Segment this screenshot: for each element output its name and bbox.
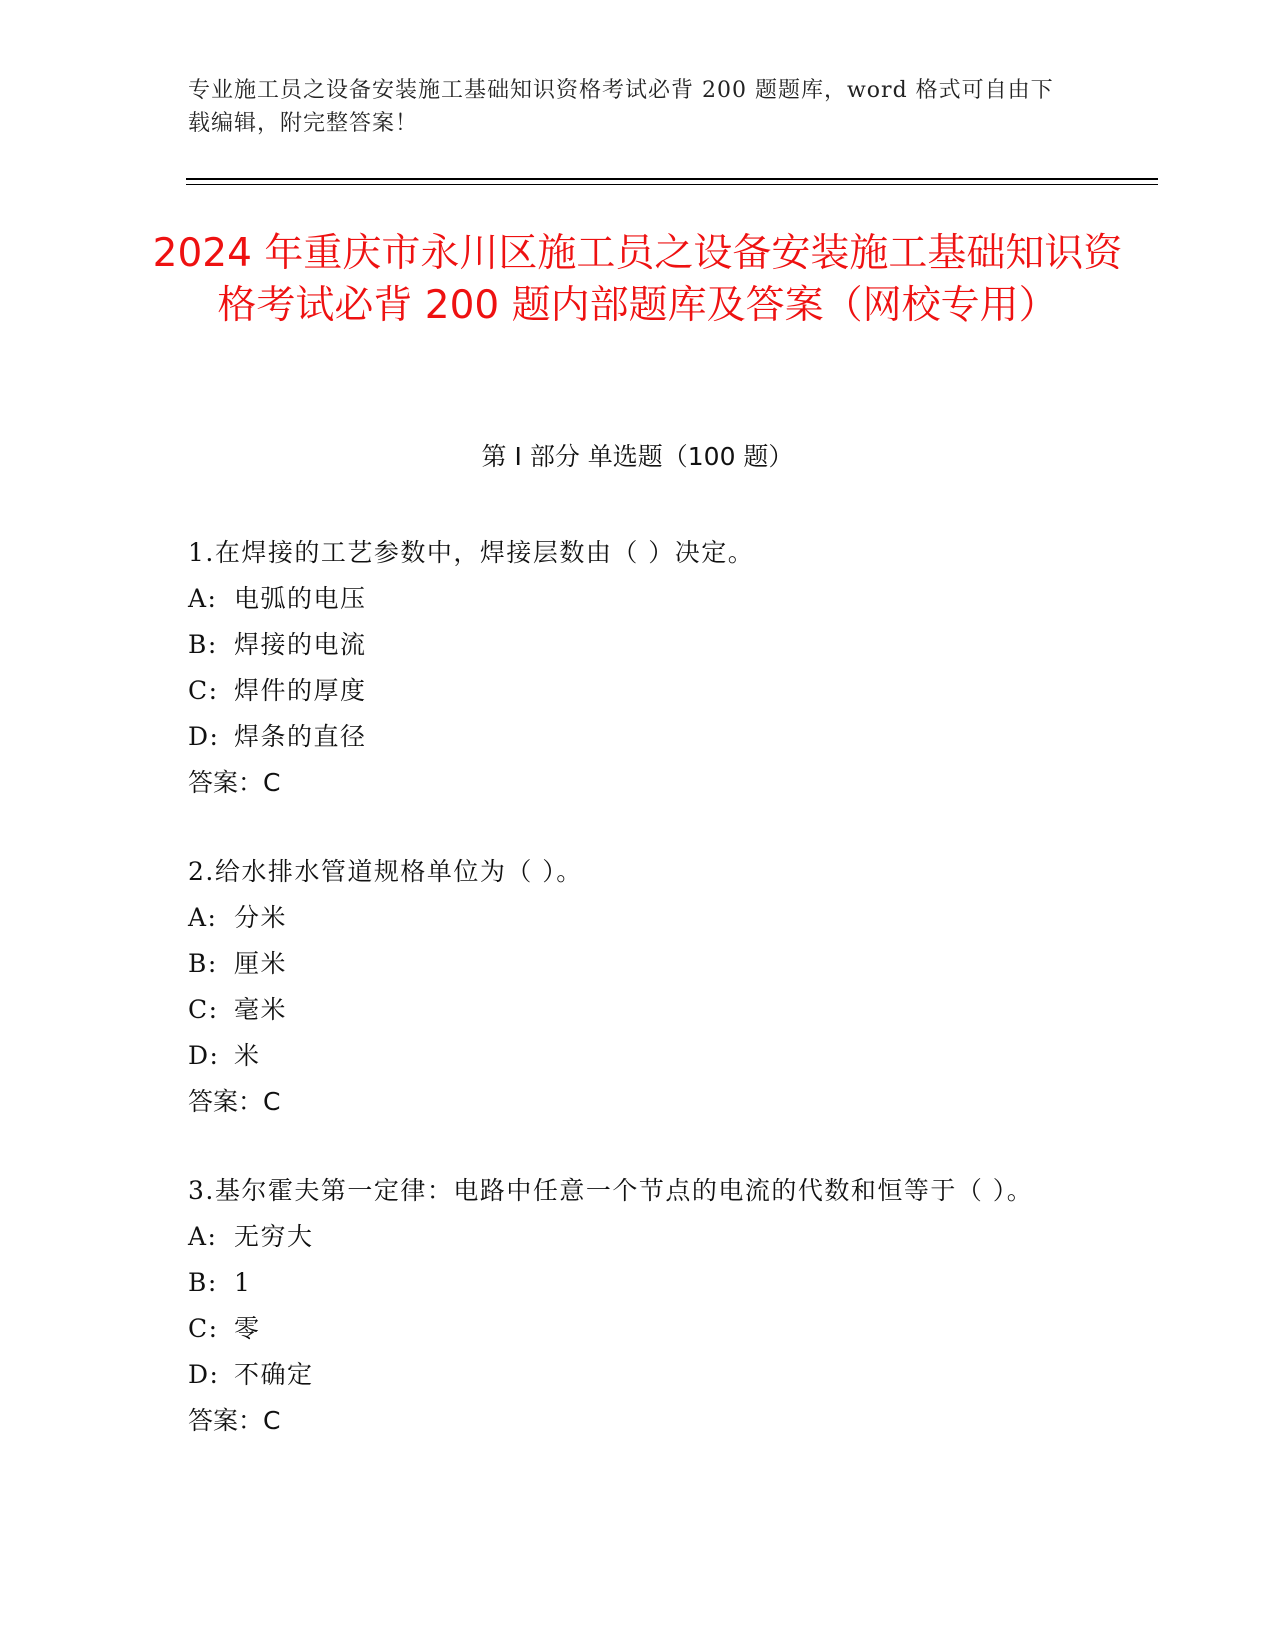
question-item bbox=[188, 849, 1088, 1125]
option-text: 分米 bbox=[234, 903, 288, 932]
option-key: B: bbox=[188, 1268, 218, 1297]
header-rule-thick bbox=[186, 178, 1158, 180]
option-b bbox=[188, 941, 1088, 987]
option-key: D: bbox=[188, 722, 220, 751]
question-stem: 1.在焊接的工艺参数中，焊接层数由（ ）决定。 bbox=[188, 538, 755, 567]
option-key: B: bbox=[188, 630, 218, 659]
question-stem: 2.给水排水管道规格单位为（ ）。 bbox=[188, 857, 583, 886]
option-key: D: bbox=[188, 1041, 220, 1070]
option-text: 1 bbox=[234, 1268, 252, 1297]
option-c bbox=[188, 987, 1088, 1033]
option-d bbox=[188, 1033, 1088, 1079]
option-key: C: bbox=[188, 1314, 219, 1343]
header-rule-thin bbox=[186, 184, 1158, 185]
option-text: 不确定 bbox=[234, 1360, 314, 1389]
question-item bbox=[188, 1168, 1088, 1444]
option-key: C: bbox=[188, 676, 219, 705]
option-b bbox=[188, 622, 1088, 668]
option-d bbox=[188, 1352, 1088, 1398]
option-a bbox=[188, 1214, 1088, 1260]
option-text: 焊条的直径 bbox=[234, 722, 367, 751]
option-text: 焊件的厚度 bbox=[234, 676, 367, 705]
question-list bbox=[188, 530, 1088, 1487]
option-key: A: bbox=[188, 1222, 218, 1251]
option-text: 米 bbox=[234, 1041, 261, 1070]
option-text: 厘米 bbox=[234, 949, 288, 978]
answer-line: 答案：C bbox=[188, 1406, 281, 1435]
question-item bbox=[188, 530, 1088, 806]
option-text: 零 bbox=[234, 1314, 261, 1343]
option-key: D: bbox=[188, 1360, 220, 1389]
section-title: 第 I 部分 单选题（100 题） bbox=[481, 442, 794, 471]
option-text: 焊接的电流 bbox=[234, 630, 367, 659]
option-c bbox=[188, 668, 1088, 714]
answer-line: 答案：C bbox=[188, 1087, 281, 1116]
question-stem: 3.基尔霍夫第一定律：电路中任意一个节点的电流的代数和恒等于（ ）。 bbox=[188, 1176, 1034, 1205]
option-b bbox=[188, 1260, 1088, 1306]
option-text: 无穷大 bbox=[234, 1222, 314, 1251]
header-note: 专业施工员之设备安装施工基础知识资格考试必背 200 题题库，word 格式可自由下载编辑，附完整答案！ bbox=[188, 78, 1054, 136]
option-key: A: bbox=[188, 584, 218, 613]
option-c bbox=[188, 1306, 1088, 1352]
answer-line: 答案：C bbox=[188, 768, 281, 797]
option-a bbox=[188, 576, 1088, 622]
option-key: B: bbox=[188, 949, 218, 978]
document-title: 2024 年重庆市永川区施工员之设备安装施工基础知识资格考试必背 200 题内部题库及答案（网校专用） bbox=[152, 231, 1123, 328]
option-text: 电弧的电压 bbox=[234, 584, 367, 613]
option-key: A: bbox=[188, 903, 218, 932]
option-key: C: bbox=[188, 995, 219, 1024]
option-a bbox=[188, 895, 1088, 941]
option-text: 毫米 bbox=[234, 995, 288, 1024]
option-d bbox=[188, 714, 1088, 760]
